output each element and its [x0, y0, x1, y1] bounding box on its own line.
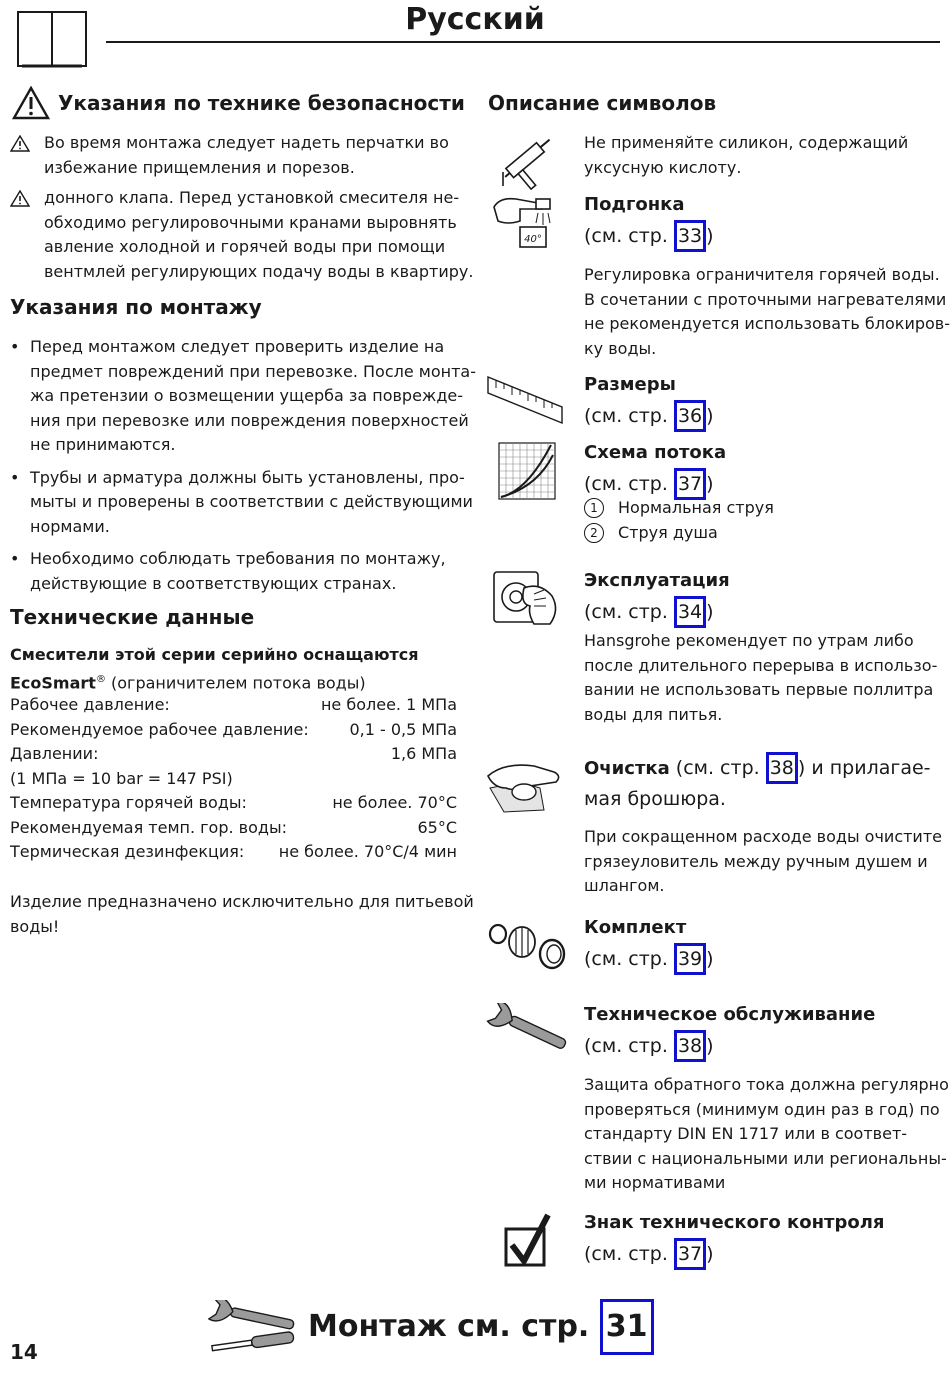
safety-heading: Указания по технике безопасности — [58, 91, 465, 115]
circled-number: 2 — [584, 523, 604, 543]
approval-title: Знак технического контроля — [584, 1212, 885, 1233]
ref-suffix: ) — [706, 405, 714, 427]
text-line: мыты и проверены в соответствии с действующими — [30, 492, 473, 511]
warning-icon — [12, 86, 50, 120]
ref-suffix: ) — [706, 601, 714, 623]
silicone-text — [584, 131, 908, 180]
parts-kit-icon — [486, 918, 570, 974]
text-line: Необходимо соблюдать требования по монтажу, — [30, 549, 446, 568]
text-line: Не применяйте силикон, содержащий — [584, 133, 909, 152]
adjust-ref — [584, 220, 714, 252]
text-line: грязеуловитель между ручным душем и — [584, 851, 928, 871]
approval-ref — [584, 1238, 714, 1270]
table-row — [10, 742, 457, 767]
ref-suffix: ) и прилагае- — [797, 757, 931, 779]
text-line: не принимаются. — [30, 435, 176, 454]
bullet: • — [10, 549, 20, 568]
mount-page-link[interactable]: 31 — [600, 1299, 654, 1355]
text-line: уксусную кислоту. — [584, 157, 742, 177]
table-row — [10, 816, 457, 841]
small-warning-icon — [10, 190, 30, 207]
ecosmart-line — [10, 668, 366, 696]
page-link[interactable]: 38 — [766, 752, 798, 784]
circled-number: 1 — [584, 498, 604, 518]
kit-title: Комплект — [584, 917, 687, 938]
ecosmart-brand: EcoSmart — [10, 673, 96, 693]
row-value: 65°C — [417, 817, 457, 837]
text-line: При сокращенном расходе воды очистите — [584, 827, 942, 846]
list-item — [10, 466, 476, 540]
text-line: после длительного перерыва в использо- — [584, 655, 938, 675]
list-item — [10, 335, 476, 458]
row-label: Рекомендуемое рабочее давление: — [10, 719, 309, 739]
flow-legend — [584, 496, 774, 545]
table-row — [10, 767, 457, 792]
service-text — [584, 1073, 949, 1196]
no-silicone-icon — [495, 128, 561, 190]
service-title: Техническое обслуживание — [584, 1004, 876, 1025]
row-value: не более. 70°C — [332, 793, 457, 812]
page-link[interactable]: 38 — [674, 1030, 706, 1062]
mount-reference — [308, 1299, 654, 1355]
wrench-icon — [486, 1003, 570, 1055]
tools-icon — [208, 1300, 298, 1358]
row-label: Рекомендуемая темп. гор. воды: — [10, 817, 287, 837]
page-link[interactable]: 37 — [674, 468, 706, 500]
mount-text: Монтаж см. стр. — [308, 1309, 590, 1344]
text-line: ния при перевозке или повреждения поверхностей — [30, 410, 469, 430]
ref-suffix: ) — [706, 1243, 714, 1265]
row-value: 1,6 МПа — [390, 744, 457, 763]
row-value: 0,1 - 0,5 МПа — [349, 719, 457, 739]
cleaning-text — [584, 825, 942, 899]
text-line: ствии с национальными или региональны- — [584, 1148, 947, 1168]
operation-title: Эксплуатация — [584, 570, 730, 591]
text-line: Во время монтажа следует надеть перчатки во — [44, 133, 449, 152]
text-line: авление холодной и горячей воды при помощи — [44, 237, 446, 256]
text-line: действующие в соответствующих странах. — [30, 573, 397, 593]
legend-item — [584, 496, 774, 521]
text-line: Перед монтажом следует проверить изделие на — [30, 337, 445, 356]
text-line: нормами. — [30, 516, 110, 536]
text-line: воды! — [10, 916, 60, 936]
text-line: Защита обратного тока должна регулярно — [584, 1075, 949, 1094]
symbols-heading: Описание символов — [488, 91, 717, 115]
tech-subheading: Смесители этой серии серийно оснащаются — [10, 645, 419, 664]
text-line: избежание прищемления и порезов. — [44, 157, 355, 177]
row-label: Давлении: — [10, 744, 99, 763]
thermostat-hand-icon — [490, 566, 562, 628]
flow-chart-icon — [497, 441, 557, 501]
operation-ref — [584, 596, 714, 628]
ecosmart-note: (ограничителем потока воды) — [105, 673, 366, 693]
dims-title: Размеры — [584, 374, 676, 395]
adjust-text — [584, 263, 950, 361]
ruler-icon — [486, 373, 564, 425]
text-line: обходимо регулировочными кранами выровнять — [44, 212, 457, 232]
text-line: Hansgrohe рекомендует по утрам либо — [584, 631, 914, 650]
bullet: • — [10, 337, 20, 356]
ref-suffix: ) — [706, 1035, 714, 1057]
text-line: Трубы и арматура должны быть установлены, про- — [30, 467, 465, 487]
adjust-title: Подгонка — [584, 194, 685, 215]
text-line: вентмлей регулирующих подачу воды в квартиру. — [44, 261, 474, 281]
row-label: Рабочее давление: — [10, 695, 170, 714]
text-line: ми нормативами — [584, 1173, 726, 1192]
ref-prefix: (см. стр. — [669, 757, 766, 779]
flow-title: Схема потока — [584, 442, 727, 463]
ref-prefix: (см. стр. — [584, 601, 674, 623]
page-number: 14 — [10, 1340, 38, 1364]
dims-ref — [584, 400, 714, 432]
text-line: проверяться (минимум один раз в год) по — [584, 1099, 940, 1119]
row-label: (1 МПа = 10 bar = 147 PSI) — [10, 768, 233, 788]
kit-ref — [584, 943, 714, 975]
page-link[interactable]: 36 — [674, 400, 706, 432]
usage-note — [10, 890, 474, 939]
page-title: Русский — [405, 2, 545, 37]
page-link[interactable]: 33 — [674, 220, 706, 252]
ref-prefix: (см. стр. — [584, 948, 674, 970]
checkmark-box-icon — [502, 1211, 554, 1269]
page-link[interactable]: 39 — [674, 943, 706, 975]
small-warning-icon — [10, 135, 30, 152]
page-link[interactable]: 34 — [674, 596, 706, 628]
text-line: воды для питья. — [584, 704, 723, 724]
text-line: предмет повреждений при перевозке. После монта- — [30, 361, 476, 381]
header-rule — [106, 41, 940, 43]
text-line: шлангом. — [584, 876, 665, 895]
row-label: Термическая дезинфекция: — [10, 842, 245, 861]
cleaning-line2: мая брошюра. — [584, 788, 726, 810]
service-ref — [584, 1030, 714, 1062]
legend-label: Струя душа — [618, 522, 718, 542]
list-item — [10, 547, 476, 596]
text-line: жа претензии о возмещении ущерба за поврежде- — [30, 386, 464, 405]
operation-text — [584, 629, 937, 727]
mounting-heading: Указания по монтажу — [10, 295, 262, 319]
tech-heading: Технические данные — [10, 605, 255, 629]
ref-prefix: (см. стр. — [584, 225, 674, 247]
ref-suffix: ) — [706, 225, 714, 247]
ref-prefix: (см. стр. — [584, 473, 674, 495]
row-value: не более. 70°C/4 мин — [278, 842, 457, 861]
thermometer-hand-icon — [490, 193, 560, 253]
text-line: не рекомендуется использовать блокиров- — [584, 314, 950, 333]
cleaning-heading — [584, 752, 931, 785]
text-line: ку воды. — [584, 338, 657, 358]
registered-mark: ® — [95, 674, 106, 685]
ref-prefix: (см. стр. — [584, 1035, 674, 1057]
text-line: В сочетании с проточными нагревателями — [584, 289, 947, 309]
table-row — [10, 693, 457, 718]
ref-suffix: ) — [706, 473, 714, 495]
cleaning-cloth-icon — [484, 758, 566, 814]
page-link[interactable]: 37 — [674, 1238, 706, 1270]
text-line: донного клапа. Перед установкой смесителя не- — [44, 188, 460, 207]
ref-prefix: (см. стр. — [584, 405, 674, 427]
tech-table — [10, 693, 457, 865]
bullet: • — [10, 467, 20, 487]
text-line: стандарту DIN EN 1717 или в соответ- — [584, 1124, 908, 1143]
legend-item — [584, 521, 774, 546]
mounting-list — [10, 335, 476, 596]
table-row — [10, 840, 457, 865]
row-label: Температура горячей воды: — [10, 793, 247, 812]
text-line: Регулировка ограничителя горячей воды. — [584, 265, 940, 284]
row-value: не более. 1 МПа — [320, 695, 457, 714]
display-reading: 40° — [524, 234, 542, 245]
ref-prefix: (см. стр. — [584, 1243, 674, 1265]
text-line: вании не использовать первые поллитра — [584, 680, 934, 699]
legend-label: Нормальная струя — [618, 498, 774, 517]
text-line: Изделие предназначено исключительно для питьевой — [10, 892, 474, 911]
cleaning-title: Очистка — [584, 758, 670, 779]
ref-suffix: ) — [706, 948, 714, 970]
table-row — [10, 718, 457, 743]
table-row — [10, 791, 457, 816]
